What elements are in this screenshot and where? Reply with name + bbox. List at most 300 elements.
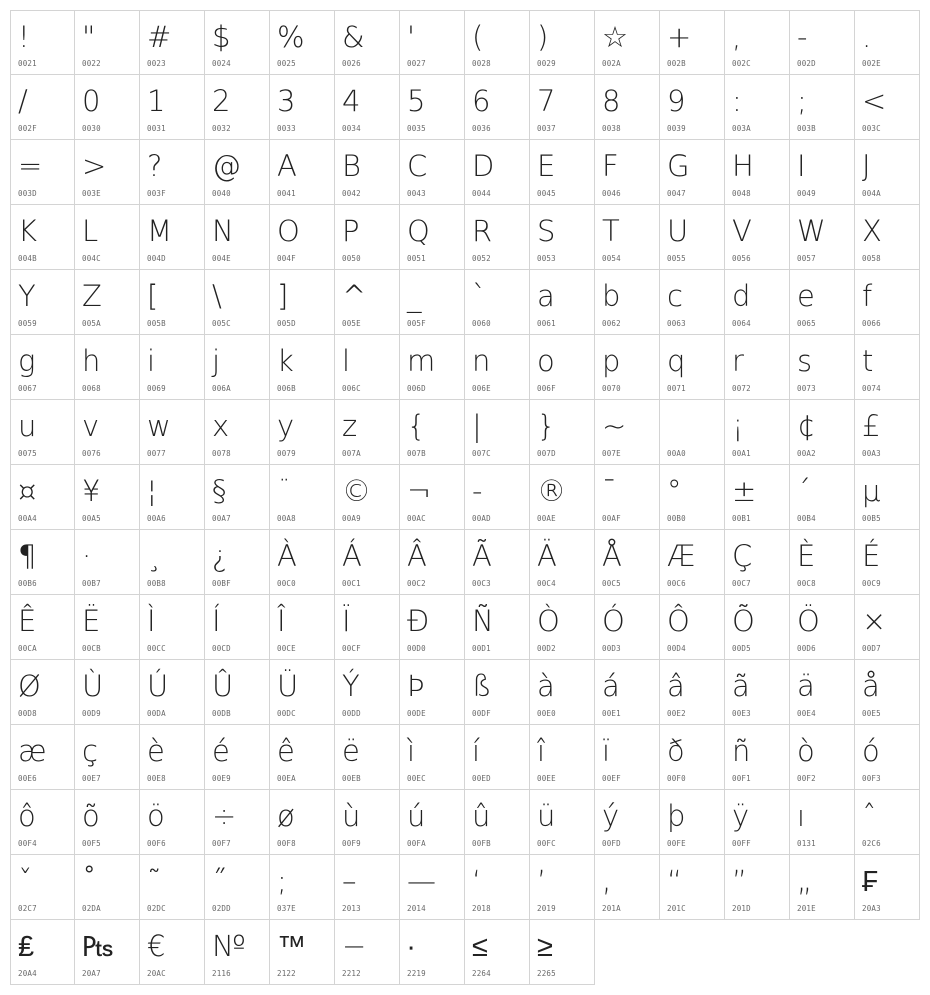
glyph-cell	[335, 205, 400, 270]
glyph-character: =	[18, 149, 43, 183]
glyph-cell	[140, 855, 205, 920]
glyph-character: Q	[407, 214, 430, 248]
glyph-character: ñ	[732, 734, 751, 768]
glyph-character: q	[667, 344, 686, 378]
glyph-character: ‘	[472, 864, 482, 898]
glyph-cell	[725, 725, 790, 790]
glyph-cell	[465, 465, 530, 530]
glyph-cell	[10, 205, 75, 270]
glyph-character: :	[732, 84, 742, 118]
glyph-codepoint-label: 0052	[472, 254, 491, 263]
glyph-character: ø	[277, 799, 295, 833]
glyph-character: T	[602, 214, 620, 248]
glyph-cell	[205, 335, 270, 400]
glyph-character: ð	[667, 734, 685, 768]
glyph-codepoint-label: 00FC	[537, 839, 556, 848]
glyph-codepoint-label: 005A	[82, 319, 101, 328]
glyph-codepoint-label: 002C	[732, 59, 751, 68]
glyph-cell	[855, 595, 920, 660]
glyph-codepoint-label: 00C0	[277, 579, 296, 588]
glyph-cell	[595, 335, 660, 400]
glyph-cell	[725, 660, 790, 725]
glyph-cell	[270, 725, 335, 790]
glyph-codepoint-label: 0029	[537, 59, 556, 68]
glyph-character: >	[82, 149, 107, 183]
glyph-cell	[400, 335, 465, 400]
glyph-character: Ë	[82, 604, 101, 638]
glyph-character: ±	[732, 474, 757, 508]
glyph-character: ∙	[407, 929, 416, 963]
glyph-cell	[725, 270, 790, 335]
glyph-codepoint-label: 00F0	[667, 774, 686, 783]
glyph-cell	[270, 270, 335, 335]
glyph-cell	[530, 920, 595, 985]
glyph-cell	[595, 270, 660, 335]
glyph-cell	[400, 205, 465, 270]
glyph-codepoint-label: 00C3	[472, 579, 491, 588]
glyph-codepoint-label: 0053	[537, 254, 556, 263]
glyph-character: \	[212, 279, 222, 313]
glyph-codepoint-label: 00F3	[862, 774, 881, 783]
glyph-cell	[725, 205, 790, 270]
glyph-grid	[10, 10, 920, 985]
glyph-codepoint-label: 0055	[667, 254, 686, 263]
glyph-character: ;	[797, 84, 807, 118]
glyph-character: ¡	[732, 409, 744, 443]
glyph-codepoint-label: 00E8	[147, 774, 166, 783]
glyph-character: Ý	[342, 669, 360, 703]
glyph-character: i	[147, 344, 156, 378]
glyph-cell	[595, 660, 660, 725]
glyph-character: ]	[277, 279, 289, 313]
glyph-character: ç	[82, 734, 98, 768]
glyph-character: ¿	[212, 539, 228, 573]
glyph-codepoint-label: 0040	[212, 189, 231, 198]
glyph-cell	[530, 75, 595, 140]
glyph-character: ©	[342, 474, 371, 508]
glyph-codepoint-label: 005D	[277, 319, 296, 328]
glyph-cell	[660, 335, 725, 400]
glyph-character: ₤	[18, 929, 35, 963]
glyph-character: %	[277, 20, 305, 54]
glyph-character: F	[602, 149, 619, 183]
glyph-cell	[335, 530, 400, 595]
glyph-character: ú	[407, 799, 426, 833]
glyph-cell	[725, 10, 790, 75]
glyph-codepoint-label: 007C	[472, 449, 491, 458]
glyph-codepoint-label: 00EE	[537, 774, 556, 783]
glyph-cell	[75, 400, 140, 465]
glyph-character: Ì	[147, 604, 156, 638]
glyph-cell	[335, 920, 400, 985]
glyph-character: l	[342, 344, 351, 378]
glyph-character: "	[82, 20, 96, 54]
glyph-codepoint-label: 0044	[472, 189, 491, 198]
glyph-cell	[75, 725, 140, 790]
glyph-character: ¬	[407, 474, 432, 508]
glyph-cell	[595, 530, 660, 595]
glyph-character: W	[797, 214, 826, 248]
glyph-character: ¥	[82, 474, 101, 508]
glyph-cell	[270, 465, 335, 530]
glyph-cell	[725, 75, 790, 140]
glyph-codepoint-label: 0041	[277, 189, 296, 198]
glyph-codepoint-label: 0028	[472, 59, 491, 68]
glyph-character: t	[862, 344, 874, 378]
glyph-cell	[205, 465, 270, 530]
glyph-cell	[530, 10, 595, 75]
glyph-codepoint-label: 2014	[407, 904, 426, 913]
glyph-cell	[400, 855, 465, 920]
glyph-codepoint-label: 0079	[277, 449, 296, 458]
glyph-cell	[595, 140, 660, 205]
glyph-codepoint-label: 00B8	[147, 579, 166, 588]
glyph-cell	[140, 530, 205, 595]
glyph-codepoint-label: 00E6	[18, 774, 37, 783]
glyph-cell	[75, 465, 140, 530]
glyph-cell	[595, 75, 660, 140]
glyph-codepoint-label: 006C	[342, 384, 361, 393]
glyph-character: Ò	[537, 604, 560, 638]
glyph-character: Ï	[342, 604, 351, 638]
glyph-cell	[75, 595, 140, 660]
glyph-codepoint-label: 00E0	[537, 709, 556, 718]
glyph-cell	[140, 595, 205, 660]
glyph-codepoint-label: 002D	[797, 59, 816, 68]
glyph-character: æ	[18, 734, 47, 768]
glyph-codepoint-label: 00D2	[537, 644, 556, 653]
glyph-character: Å	[602, 539, 622, 573]
glyph-cell	[335, 335, 400, 400]
glyph-cell	[10, 10, 75, 75]
glyph-character: `	[472, 279, 487, 313]
glyph-codepoint-label: 00D4	[667, 644, 686, 653]
glyph-character: D	[472, 149, 495, 183]
glyph-cell	[140, 465, 205, 530]
glyph-character: J	[862, 149, 871, 183]
glyph-codepoint-label: 2018	[472, 904, 491, 913]
glyph-cell	[270, 530, 335, 595]
glyph-character: Đ	[407, 604, 430, 638]
glyph-cell	[205, 595, 270, 660]
glyph-cell	[660, 465, 725, 530]
glyph-character: )	[537, 20, 549, 54]
glyph-character: №	[212, 929, 246, 963]
glyph-character: ®	[537, 474, 566, 508]
glyph-codepoint-label: 00D9	[82, 709, 101, 718]
glyph-character: è	[147, 734, 165, 768]
glyph-cell	[10, 270, 75, 335]
glyph-codepoint-label: 201A	[602, 904, 621, 913]
glyph-cell	[400, 725, 465, 790]
glyph-character: Þ	[407, 669, 425, 703]
glyph-character: f	[862, 279, 873, 313]
glyph-cell	[530, 790, 595, 855]
glyph-cell	[75, 660, 140, 725]
glyph-cell	[270, 595, 335, 660]
glyph-cell	[855, 10, 920, 75]
glyph-character: g	[18, 344, 36, 378]
glyph-character: L	[82, 214, 99, 248]
glyph-codepoint-label: 02DC	[147, 904, 166, 913]
glyph-cell	[10, 465, 75, 530]
glyph-codepoint-label: 002B	[667, 59, 686, 68]
glyph-cell	[335, 660, 400, 725]
glyph-codepoint-label: 00EC	[407, 774, 426, 783]
glyph-codepoint-label: 00CD	[212, 644, 231, 653]
glyph-character: H	[732, 149, 754, 183]
glyph-character: Æ	[667, 539, 696, 573]
glyph-character: ≥	[537, 929, 553, 963]
glyph-codepoint-label: 0037	[537, 124, 556, 133]
glyph-character: ˜	[147, 864, 162, 898]
glyph-character: 7	[537, 84, 556, 118]
glyph-codepoint-label: 2264	[472, 969, 491, 978]
glyph-codepoint-label: 0030	[82, 124, 101, 133]
glyph-codepoint-label: 0047	[667, 189, 686, 198]
glyph-cell	[530, 205, 595, 270]
glyph-codepoint-label: 006A	[212, 384, 231, 393]
glyph-character: O	[277, 214, 300, 248]
glyph-codepoint-label: 0051	[407, 254, 426, 263]
glyph-cell	[10, 75, 75, 140]
glyph-codepoint-label: 005F	[407, 319, 426, 328]
glyph-codepoint-label: 00D0	[407, 644, 426, 653]
glyph-character: V	[732, 214, 752, 248]
glyph-cell	[855, 530, 920, 595]
glyph-character: p	[602, 344, 621, 378]
glyph-cell	[530, 465, 595, 530]
glyph-cell	[465, 595, 530, 660]
glyph-character: -	[472, 474, 483, 508]
glyph-character: ”	[732, 864, 748, 898]
glyph-cell	[10, 595, 75, 660]
glyph-character: ¶	[18, 539, 37, 573]
glyph-codepoint-label: 0023	[147, 59, 166, 68]
glyph-character: Â	[407, 539, 427, 573]
glyph-cell	[660, 270, 725, 335]
glyph-codepoint-label: 00E7	[82, 774, 101, 783]
glyph-cell	[660, 205, 725, 270]
glyph-cell	[595, 465, 660, 530]
glyph-cell	[530, 855, 595, 920]
glyph-cell	[595, 205, 660, 270]
glyph-codepoint-label: 00BF	[212, 579, 231, 588]
glyph-codepoint-label: 002E	[862, 59, 881, 68]
glyph-codepoint-label: 00EF	[602, 774, 621, 783]
glyph-codepoint-label: 02DA	[82, 904, 101, 913]
glyph-character: ê	[277, 734, 295, 768]
glyph-cell	[270, 205, 335, 270]
glyph-character: u	[18, 409, 37, 443]
glyph-character: ’	[537, 864, 547, 898]
glyph-character: â	[667, 669, 685, 703]
glyph-cell	[75, 530, 140, 595]
glyph-cell	[140, 920, 205, 985]
glyph-cell	[335, 10, 400, 75]
glyph-codepoint-label: 0025	[277, 59, 296, 68]
glyph-codepoint-label: 0066	[862, 319, 881, 328]
glyph-codepoint-label: 00FB	[472, 839, 491, 848]
glyph-cell	[790, 140, 855, 205]
glyph-cell	[725, 855, 790, 920]
glyph-cell	[205, 660, 270, 725]
glyph-codepoint-label: 02C6	[862, 839, 881, 848]
glyph-cell	[790, 790, 855, 855]
glyph-codepoint-label: 20A3	[862, 904, 881, 913]
glyph-codepoint-label: 00EA	[277, 774, 296, 783]
glyph-cell	[530, 400, 595, 465]
glyph-codepoint-label: 00D5	[732, 644, 751, 653]
glyph-codepoint-label: 00B0	[667, 514, 686, 523]
glyph-codepoint-label: 00D1	[472, 644, 491, 653]
glyph-codepoint-label: 02DD	[212, 904, 231, 913]
glyph-codepoint-label: 0062	[602, 319, 621, 328]
glyph-cell	[140, 10, 205, 75]
glyph-codepoint-label: 00ED	[472, 774, 491, 783]
glyph-codepoint-label: 0045	[537, 189, 556, 198]
glyph-character: ó	[862, 734, 880, 768]
glyph-cell	[10, 530, 75, 595]
glyph-codepoint-label: 0065	[797, 319, 816, 328]
glyph-character: w	[147, 409, 171, 443]
glyph-character: ₣	[862, 864, 879, 898]
glyph-codepoint-label: 00AE	[537, 514, 556, 523]
glyph-cell	[855, 790, 920, 855]
glyph-cell	[660, 725, 725, 790]
glyph-cell	[270, 855, 335, 920]
glyph-cell	[855, 140, 920, 205]
glyph-character: Ê	[18, 604, 37, 638]
glyph-cell	[335, 75, 400, 140]
glyph-codepoint-label: 00C8	[797, 579, 816, 588]
glyph-cell	[400, 660, 465, 725]
glyph-character: X	[862, 214, 882, 248]
glyph-cell	[465, 530, 530, 595]
glyph-character: 6	[472, 84, 491, 118]
glyph-codepoint-label: 201E	[797, 904, 816, 913]
glyph-codepoint-label: 00A0	[667, 449, 686, 458]
glyph-codepoint-label: 006D	[407, 384, 426, 393]
glyph-character: á	[602, 669, 620, 703]
glyph-cell	[335, 140, 400, 205]
glyph-codepoint-label: 006E	[472, 384, 491, 393]
glyph-codepoint-label: 0056	[732, 254, 751, 263]
glyph-codepoint-label: 00F7	[212, 839, 231, 848]
glyph-cell	[660, 530, 725, 595]
glyph-codepoint-label: 2013	[342, 904, 361, 913]
glyph-character: ^	[342, 279, 367, 313]
glyph-cell	[10, 400, 75, 465]
glyph-cell	[335, 400, 400, 465]
glyph-cell	[400, 595, 465, 660]
glyph-character: ,	[732, 20, 742, 54]
glyph-character: ₧	[82, 929, 114, 963]
glyph-character: ı	[797, 799, 806, 833]
glyph-character: E	[537, 149, 556, 183]
glyph-character: ~	[602, 409, 627, 443]
glyph-character: î	[537, 734, 546, 768]
glyph-codepoint-label: 0049	[797, 189, 816, 198]
glyph-character: +	[667, 20, 692, 54]
glyph-codepoint-label: 0054	[602, 254, 621, 263]
glyph-character: 3	[277, 84, 296, 118]
glyph-codepoint-label: 0070	[602, 384, 621, 393]
glyph-codepoint-label: 00B4	[797, 514, 816, 523]
glyph-character: M	[147, 214, 173, 248]
glyph-cell	[140, 400, 205, 465]
glyph-codepoint-label: 00F5	[82, 839, 101, 848]
glyph-codepoint-label: 002F	[18, 124, 37, 133]
glyph-cell	[530, 270, 595, 335]
glyph-codepoint-label: 00B5	[862, 514, 881, 523]
glyph-cell	[75, 75, 140, 140]
glyph-cell	[140, 725, 205, 790]
glyph-character: Ó	[602, 604, 625, 638]
glyph-cell	[140, 335, 205, 400]
glyph-codepoint-label: 2219	[407, 969, 426, 978]
glyph-cell	[595, 10, 660, 75]
glyph-character: ˆ	[862, 799, 877, 833]
glyph-cell	[335, 270, 400, 335]
glyph-codepoint-label: 0034	[342, 124, 361, 133]
glyph-character: C	[407, 149, 428, 183]
glyph-cell	[205, 270, 270, 335]
glyph-codepoint-label: 00AD	[472, 514, 491, 523]
glyph-character: N	[212, 214, 234, 248]
glyph-cell	[10, 725, 75, 790]
glyph-codepoint-label: 004D	[147, 254, 166, 263]
glyph-cell	[660, 400, 725, 465]
glyph-cell	[140, 790, 205, 855]
glyph-codepoint-label: 00CA	[18, 644, 37, 653]
glyph-cell	[660, 660, 725, 725]
glyph-cell	[530, 595, 595, 660]
glyph-cell	[400, 790, 465, 855]
glyph-codepoint-label: 2116	[212, 969, 231, 978]
glyph-character: z	[342, 409, 358, 443]
glyph-cell	[140, 140, 205, 205]
glyph-character: ¨	[277, 474, 292, 508]
glyph-cell	[270, 10, 335, 75]
glyph-codepoint-label: 0042	[342, 189, 361, 198]
glyph-codepoint-label: 00CE	[277, 644, 296, 653]
glyph-codepoint-label: 00A4	[18, 514, 37, 523]
glyph-character: „	[797, 864, 813, 898]
glyph-codepoint-label: 00B7	[82, 579, 101, 588]
glyph-codepoint-label: 201C	[667, 904, 686, 913]
glyph-character: Ø	[18, 669, 41, 703]
glyph-character: $	[212, 20, 231, 54]
glyph-character: µ	[862, 474, 881, 508]
glyph-character: .	[862, 20, 872, 54]
glyph-cell	[855, 660, 920, 725]
glyph-character: ×	[862, 604, 887, 638]
glyph-cell	[465, 855, 530, 920]
glyph-character: o	[537, 344, 555, 378]
glyph-codepoint-label: 007B	[407, 449, 426, 458]
glyph-character: ã	[732, 669, 750, 703]
glyph-codepoint-label: 0072	[732, 384, 751, 393]
glyph-codepoint-label: 00C5	[602, 579, 621, 588]
glyph-character: ò	[797, 734, 815, 768]
glyph-codepoint-label: 005E	[342, 319, 361, 328]
glyph-codepoint-label: 003A	[732, 124, 751, 133]
glyph-codepoint-label: 0033	[277, 124, 296, 133]
glyph-cell	[790, 595, 855, 660]
glyph-character: A	[277, 149, 297, 183]
glyph-cell	[855, 205, 920, 270]
